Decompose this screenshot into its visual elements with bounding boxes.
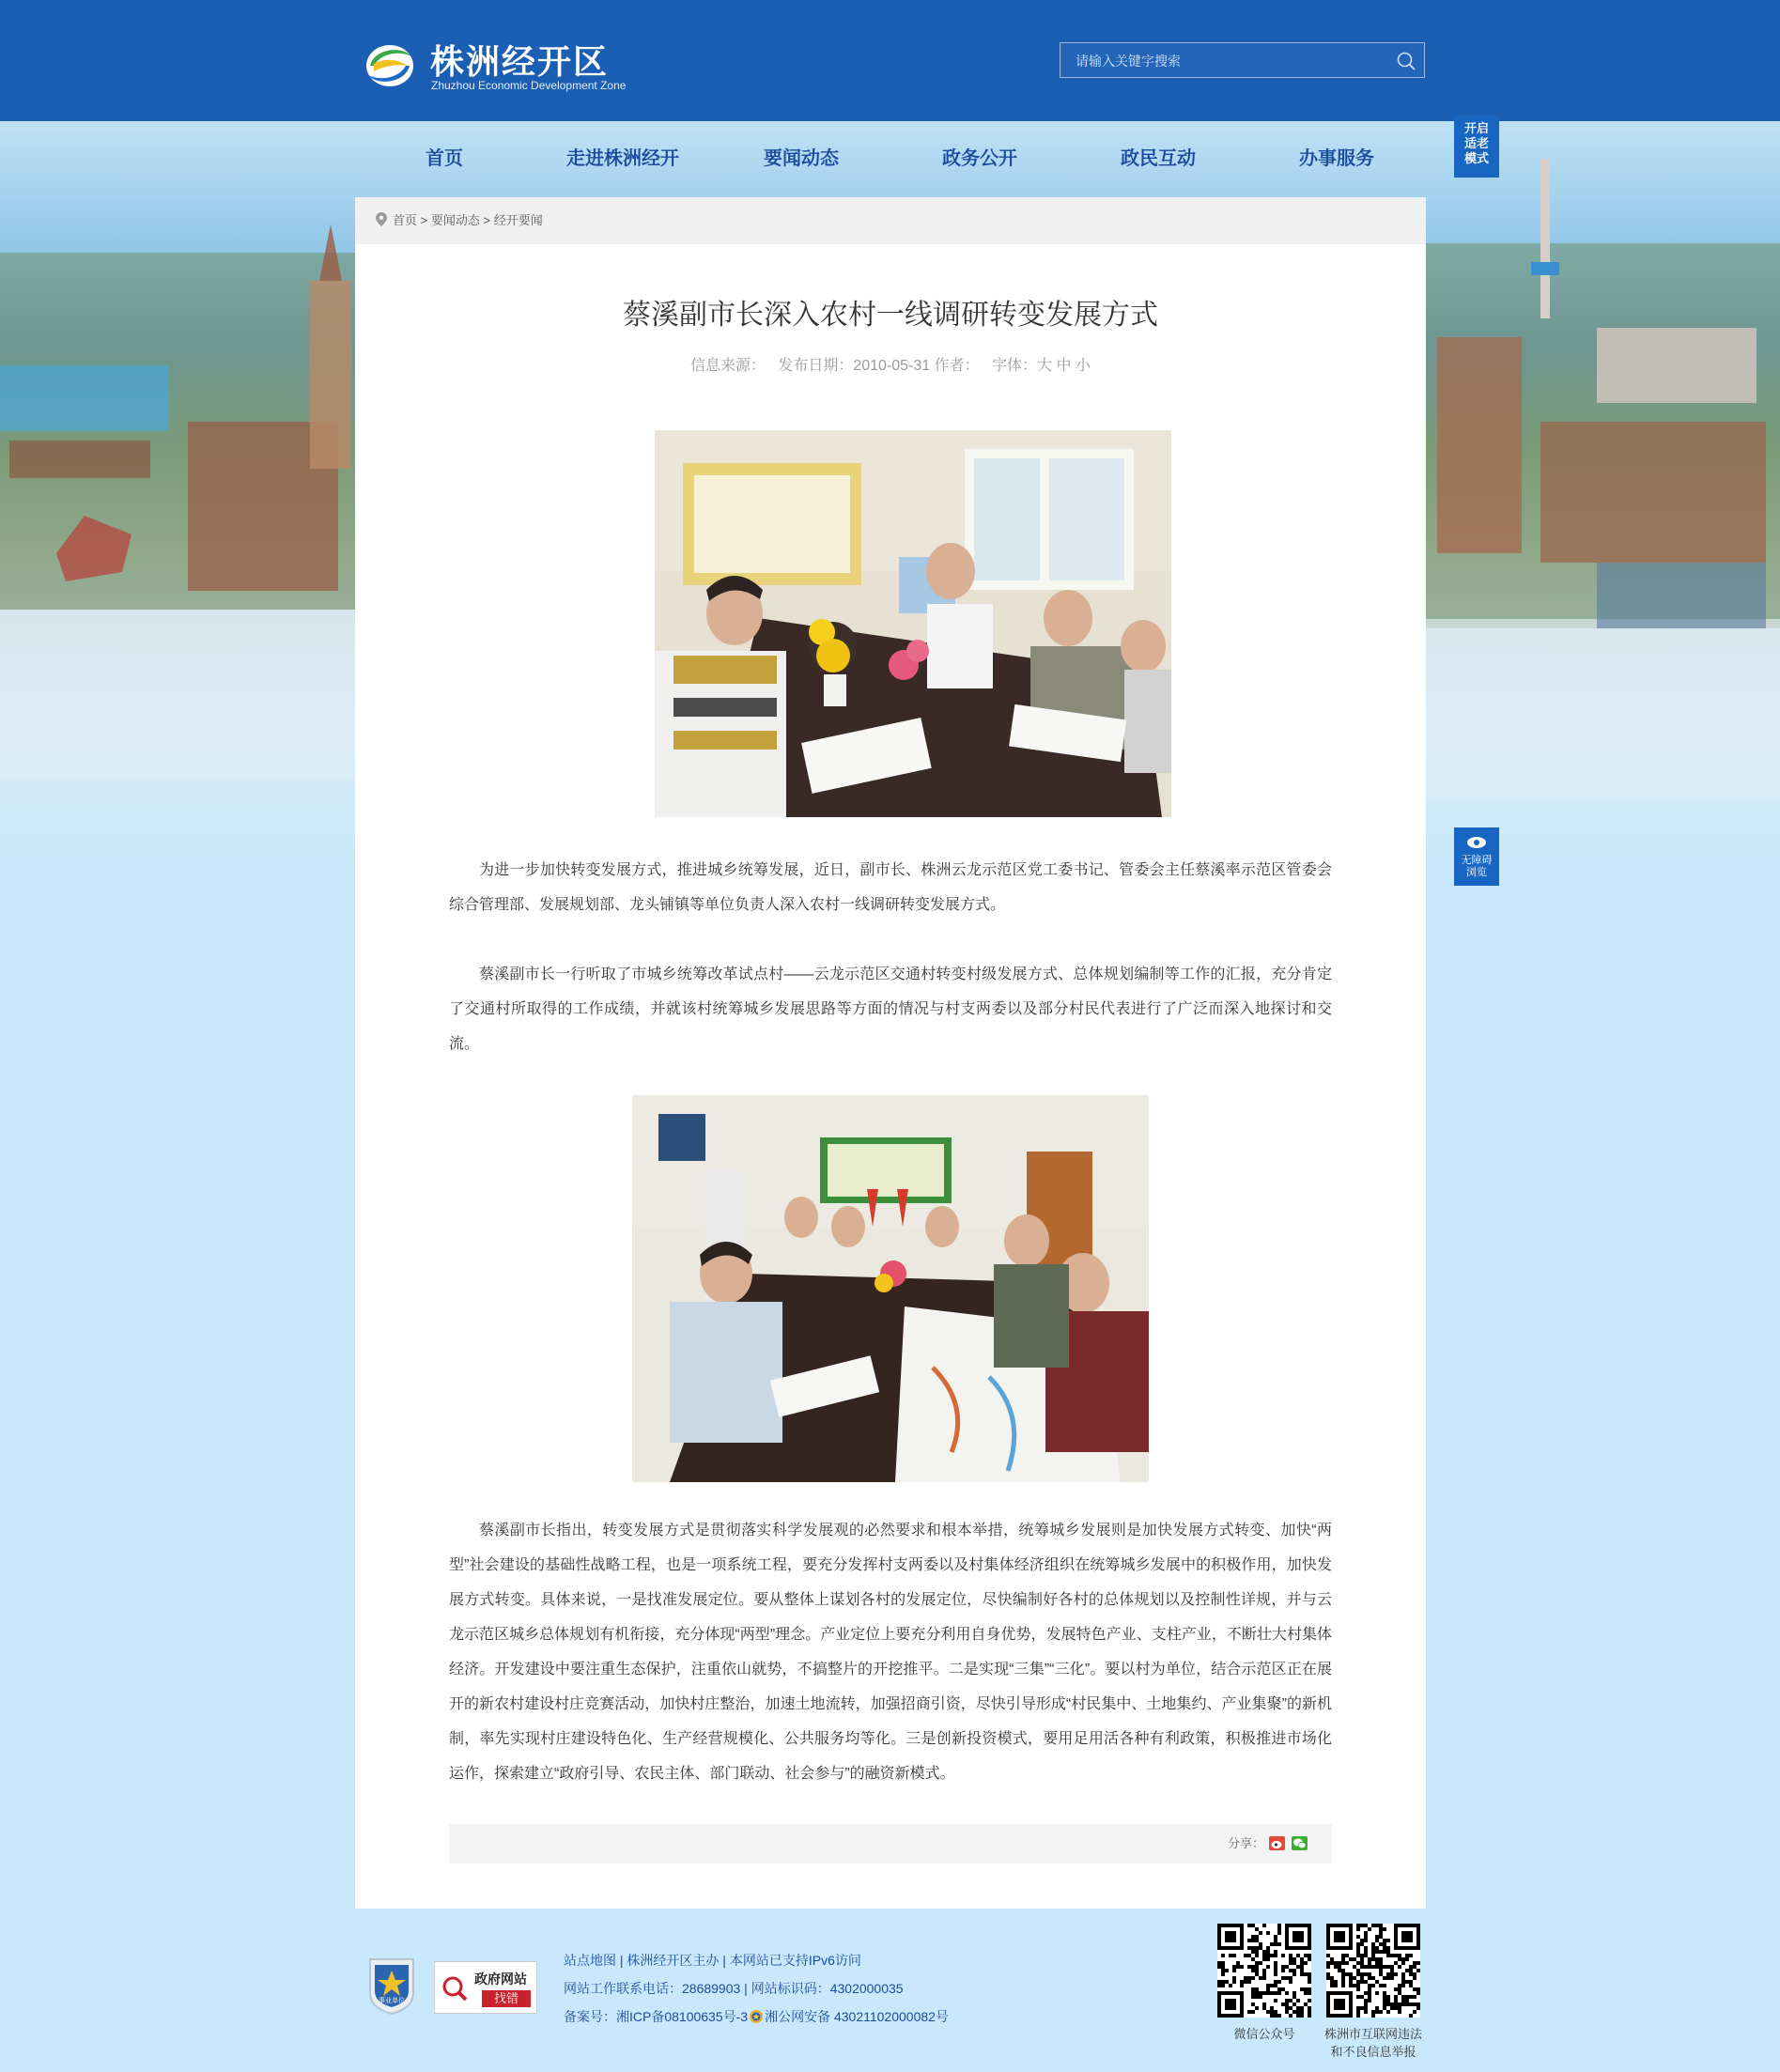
accessibility-label: 无障碍浏览 — [1461, 855, 1493, 878]
nav-services[interactable]: 办事服务 — [1299, 148, 1374, 169]
font-size-small[interactable]: 小 — [1075, 358, 1091, 374]
article-photo-meeting-2 — [632, 1095, 1149, 1482]
article-paragraph-2: 蔡溪副市长一行听取了市城乡统筹改革试点村——云龙示范区交通村转变村级发展方式、总体规划编制等工作的汇报，充分肯定了交通村所取得的工作成绩，并就该村统筹城乡发展思路等方面的情况与村支两委以及部分村民代表进行了广泛而深入地探讨和交流。 — [449, 966, 1332, 1052]
logo-subtitle: Zhuzhou Economic Development Zone — [431, 79, 627, 92]
badge-caption: 事业单位 — [379, 1997, 405, 2004]
meta-source: 信息来源： — [690, 358, 766, 374]
host-text: 株洲经开区主办 — [627, 1953, 720, 1968]
nav-news[interactable]: 要闻动态 — [764, 148, 839, 169]
report-qr-caption-line2: 和不良信息举报 — [1330, 2045, 1416, 2059]
gov-site-sub: 找错 — [482, 1990, 531, 2007]
site-header — [0, 0, 1780, 121]
footer-info — [564, 1946, 949, 2031]
nav-home[interactable]: 首页 — [426, 148, 463, 169]
wechat-share-icon[interactable] — [1292, 1836, 1308, 1850]
site-logo[interactable] — [364, 36, 665, 94]
gov-site-error-report[interactable] — [434, 1961, 537, 2014]
wechat-qr-caption: 微信公众号 — [1233, 2027, 1295, 2041]
footer-line-record — [564, 2002, 949, 2031]
police-record-link[interactable]: 湘公网安备 43021102000082号 — [765, 2009, 949, 2024]
site-footer — [0, 1909, 1780, 2072]
logo-emblem-icon — [364, 38, 415, 92]
nav-about[interactable]: 走进株洲经开 — [566, 148, 679, 169]
gov-site-title: 政府网站 — [474, 1971, 527, 1987]
accessibility-button[interactable] — [1454, 827, 1499, 886]
share-label: 分享： — [1227, 1836, 1264, 1850]
breadcrumb-trail: 首页 > 要闻动态 > 经开要闻 — [376, 197, 543, 244]
meta-date: 发布日期：2010-05-31 — [778, 358, 931, 374]
elder-mode-button[interactable] — [1454, 116, 1499, 178]
meta-font-label: 字体： — [992, 358, 1038, 374]
article-panel — [355, 197, 1426, 1909]
footer-line-links: 站点地图 | 株洲经开区主办 | 本网站已支持IPv6访问 — [564, 1953, 861, 1968]
public-institution-badge-icon[interactable] — [366, 1956, 417, 2016]
font-size-large[interactable]: 大 — [1037, 358, 1053, 374]
nav-government-affairs[interactable]: 政务公开 — [942, 148, 1017, 169]
police-badge-icon — [749, 2009, 764, 2024]
share-bar — [449, 1824, 1332, 1863]
breadcrumb-home[interactable]: 首页 — [393, 213, 418, 227]
sitemap-link[interactable]: 站点地图 — [564, 1953, 616, 1968]
nav-interaction[interactable]: 政民互动 — [1121, 148, 1196, 169]
report-qr-code — [1326, 1924, 1420, 2018]
report-qr-caption — [1308, 2025, 1439, 2061]
font-size-medium[interactable]: 中 — [1056, 358, 1072, 374]
ipv6-text: 本网站已支持IPv6访问 — [729, 1953, 861, 1968]
breadcrumb-current[interactable]: 经开要闻 — [493, 213, 543, 227]
search-box — [1060, 42, 1425, 78]
logo-title: 株洲经开区 — [430, 42, 610, 81]
elder-mode-label: 开启适老模式 — [1463, 121, 1489, 165]
icp-link[interactable]: 备案号：湘ICP备08100635号-3 — [564, 2009, 749, 2024]
article-title: 蔡溪副市长深入农村一线调研转变发展方式 — [623, 300, 1158, 331]
search-input[interactable] — [1074, 43, 1387, 79]
breadcrumb — [355, 197, 1426, 244]
wechat-qr-code — [1217, 1924, 1311, 2018]
footer-line-contact: 网站工作联系电话：28689903 | 网站标识码：4302000035 — [564, 1981, 904, 1996]
report-qr-caption-line1: 株洲市互联网违法 — [1323, 2027, 1422, 2041]
weibo-share-icon[interactable] — [1269, 1836, 1285, 1850]
search-icon[interactable] — [1396, 51, 1416, 71]
article-photo-meeting-1 — [655, 430, 1171, 817]
magnifier-icon — [441, 1974, 469, 2002]
main-nav — [355, 121, 1426, 196]
eye-icon — [1466, 836, 1487, 849]
location-pin-icon — [376, 212, 387, 226]
article-paragraph-3: 蔡溪副市长指出，转变发展方式是贯彻落实科学发展观的必然要求和根本举措，统筹城乡发展则是加快发展方式转变、加快“两型”社会建设的基础性战略工程，也是一项系统工程，要充分发挥村支两委以及村集体经济组织在统筹城乡发展中的积极作用，加快发展方式转变。具体来说，一是找准发展定位。要从整体上谋划各村的发展定位，尽快编制好各村的总体规划以及控制性详规，并与云龙示范区城乡总体规划有机衔接，充分体现“两型”理念。产业定位上要充分利用自身优势，发展特色产业、支柱产业，不断壮大村集体经济。开发建设中要注重生态保护，注重依山就势，不搞整片的开挖推平。二是实现“三集”“三化”。要以村为单位，结合示范区正在展开的新农村建设村庄竞赛活动，加快村庄整治，加速土地流转，加强招商引资，尽快引导形成“村民集中、土地集约、产业集聚”的新机制，率先实现村庄建设特色化、生产经营规模化、公共服务均等化。三是创新投资模式，要用足用活各种有利政策，积极推进市场化运作，探索建立“政府引导、农民主体、部门联动、社会参与”的融资新模式。 — [449, 1523, 1332, 1782]
article-meta — [355, 353, 1426, 375]
meta-author: 作者： — [934, 358, 980, 374]
article-paragraph-1: 为进一步加快转变发展方式，推进城乡统筹发展，近日，副市长、株洲云龙示范区党工委书记、管委会主任蔡溪率示范区管委会综合管理部、发展规划部、龙头铺镇等单位负责人深入农村一线调研转变发展方式。 — [449, 862, 1332, 913]
breadcrumb-news[interactable]: 要闻动态 — [430, 213, 480, 227]
